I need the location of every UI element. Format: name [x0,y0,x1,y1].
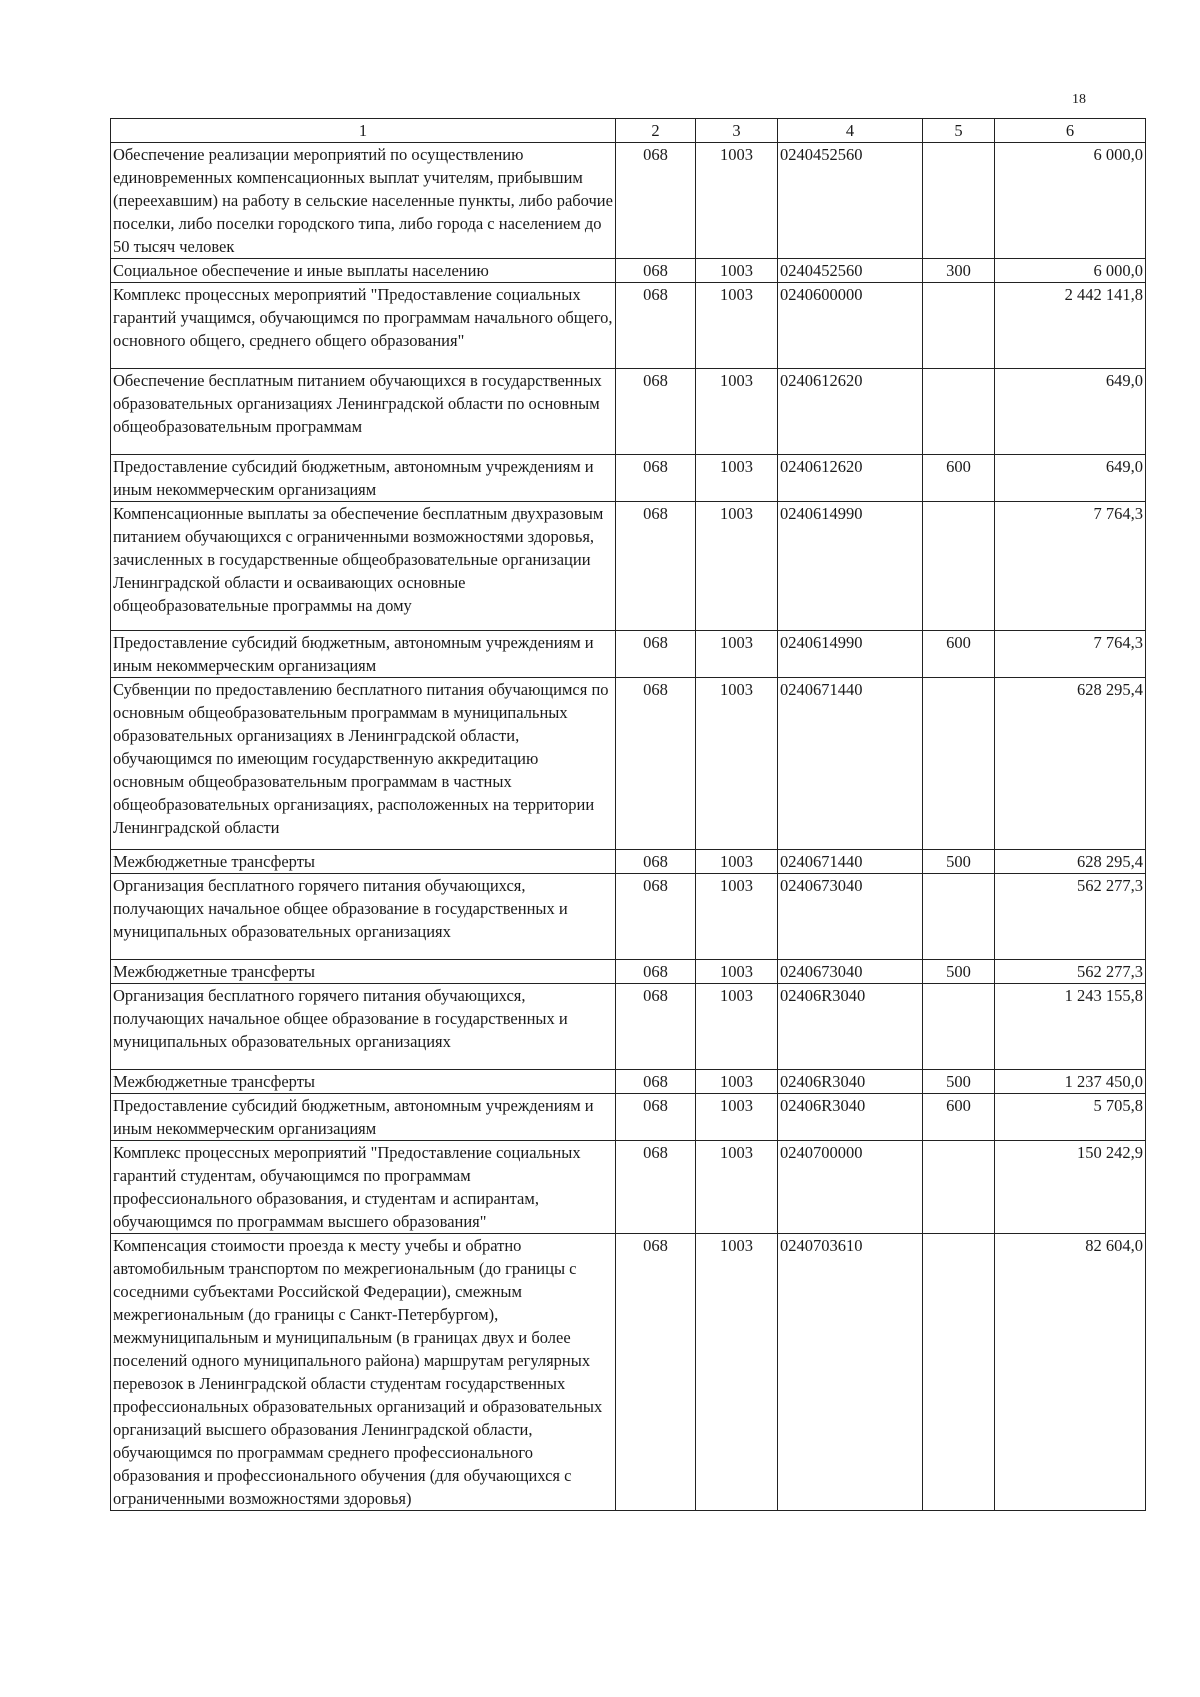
row-admin-code: 068 [616,960,696,984]
row-section-code: 1003 [696,874,778,960]
row-amount: 562 277,3 [995,874,1146,960]
row-admin-code: 068 [616,143,696,259]
table-row [111,455,1146,502]
row-admin-code: 068 [616,1094,696,1141]
row-expense-type [923,502,995,631]
row-section-code: 1003 [696,1094,778,1141]
row-name: Межбюджетные трансферты [111,1070,616,1094]
row-section-code: 1003 [696,631,778,678]
row-target-code: 02406R3040 [778,1070,923,1094]
row-section-code: 1003 [696,259,778,283]
table-row [111,283,1146,369]
row-target-code: 0240673040 [778,960,923,984]
table-body [111,143,1146,1511]
row-name: Социальное обеспечение и иные выплаты населению [111,259,616,283]
column-header-3: 3 [696,119,778,143]
header-row [111,119,1146,143]
row-name: Субвенции по предоставлению бесплатного питания обучающимся по основным общеобразовательным программам в муниципальных образовательных организациях в Ленинградской области, обучающимся по имеющим государственную аккредитацию основным общеобразовательным программам в частных общеобразовательных организациях, расположенных на территории Ленинградской области [111,678,616,850]
row-target-code: 0240671440 [778,850,923,874]
row-expense-type: 500 [923,960,995,984]
row-target-code: 0240612620 [778,455,923,502]
row-amount: 628 295,4 [995,850,1146,874]
column-header-5: 5 [923,119,995,143]
row-expense-type: 600 [923,631,995,678]
row-expense-type [923,1141,995,1234]
row-amount: 628 295,4 [995,678,1146,850]
row-section-code: 1003 [696,369,778,455]
row-section-code: 1003 [696,984,778,1070]
column-header-2: 2 [616,119,696,143]
row-admin-code: 068 [616,631,696,678]
row-admin-code: 068 [616,455,696,502]
row-admin-code: 068 [616,874,696,960]
row-section-code: 1003 [696,143,778,259]
row-target-code: 0240452560 [778,259,923,283]
row-name: Обеспечение бесплатным питанием обучающихся в государственных образовательных организациях Ленинградской области по основным общеобразовательным программам [111,369,616,455]
row-name: Межбюджетные трансферты [111,850,616,874]
row-admin-code: 068 [616,369,696,455]
row-target-code: 0240600000 [778,283,923,369]
row-admin-code: 068 [616,283,696,369]
table-row [111,874,1146,960]
row-expense-type: 300 [923,259,995,283]
row-amount: 7 764,3 [995,502,1146,631]
row-amount: 562 277,3 [995,960,1146,984]
row-admin-code: 068 [616,1141,696,1234]
row-target-code: 0240612620 [778,369,923,455]
row-section-code: 1003 [696,1070,778,1094]
row-name: Организация бесплатного горячего питания обучающихся, получающих начальное общее образование в государственных и муниципальных образовательных организациях [111,874,616,960]
row-target-code: 02406R3040 [778,984,923,1070]
table-row [111,1141,1146,1234]
table-header [111,119,1146,143]
table-row [111,984,1146,1070]
row-target-code: 0240614990 [778,631,923,678]
table-row [111,631,1146,678]
row-amount: 7 764,3 [995,631,1146,678]
row-name: Комплекс процессных мероприятий "Предоставление социальных гарантий студентам, обучающимся по программам профессионального образования, и студентам и аспирантам, обучающимся по программам высшего образования" [111,1141,616,1234]
row-expense-type [923,283,995,369]
table-row [111,259,1146,283]
row-name: Предоставление субсидий бюджетным, автономным учреждениям и иным некоммерческим организациям [111,1094,616,1141]
row-expense-type [923,143,995,259]
row-admin-code: 068 [616,502,696,631]
row-admin-code: 068 [616,1234,696,1511]
table-row [111,960,1146,984]
row-amount: 5 705,8 [995,1094,1146,1141]
table-row [111,369,1146,455]
row-amount: 649,0 [995,455,1146,502]
column-header-4: 4 [778,119,923,143]
row-amount: 82 604,0 [995,1234,1146,1511]
row-section-code: 1003 [696,850,778,874]
row-expense-type [923,874,995,960]
table-row [111,1234,1146,1511]
row-expense-type: 500 [923,850,995,874]
row-expense-type [923,369,995,455]
row-name: Предоставление субсидий бюджетным, автономным учреждениям и иным некоммерческим организациям [111,455,616,502]
row-amount: 649,0 [995,369,1146,455]
row-name: Организация бесплатного горячего питания обучающихся, получающих начальное общее образование в государственных и муниципальных образовательных организациях [111,984,616,1070]
row-name: Предоставление субсидий бюджетным, автономным учреждениям и иным некоммерческим организациям [111,631,616,678]
row-expense-type [923,984,995,1070]
column-header-6: 6 [995,119,1146,143]
row-amount: 1 243 155,8 [995,984,1146,1070]
row-admin-code: 068 [616,259,696,283]
row-target-code: 0240703610 [778,1234,923,1511]
row-target-code: 0240671440 [778,678,923,850]
row-name: Комплекс процессных мероприятий "Предоставление социальных гарантий учащимся, обучающимся по программам начального общего, основного общего, среднего общего образования" [111,283,616,369]
row-section-code: 1003 [696,960,778,984]
row-amount: 6 000,0 [995,259,1146,283]
row-target-code: 0240673040 [778,874,923,960]
table-row [111,678,1146,850]
row-target-code: 02406R3040 [778,1094,923,1141]
row-expense-type: 500 [923,1070,995,1094]
table-row [111,1094,1146,1141]
row-admin-code: 068 [616,850,696,874]
row-amount: 150 242,9 [995,1141,1146,1234]
row-expense-type: 600 [923,455,995,502]
row-amount: 6 000,0 [995,143,1146,259]
row-name: Обеспечение реализации мероприятий по осуществлению единовременных компенсационных выплат учителям, прибывшим (переехавшим) на работу в сельские населенные пункты, либо рабочие поселки, либо поселки городского типа, либо города с населением до 50 тысяч человек [111,143,616,259]
row-target-code: 0240700000 [778,1141,923,1234]
row-target-code: 0240452560 [778,143,923,259]
row-admin-code: 068 [616,984,696,1070]
row-admin-code: 068 [616,678,696,850]
row-admin-code: 068 [616,1070,696,1094]
table-row [111,143,1146,259]
row-expense-type [923,1234,995,1511]
row-amount: 1 237 450,0 [995,1070,1146,1094]
row-target-code: 0240614990 [778,502,923,631]
table-row [111,850,1146,874]
page-number: 18 [1072,92,1086,107]
budget-table [110,118,1146,1511]
table-row [111,502,1146,631]
row-amount: 2 442 141,8 [995,283,1146,369]
row-section-code: 1003 [696,678,778,850]
column-header-1: 1 [111,119,616,143]
row-name: Межбюджетные трансферты [111,960,616,984]
row-name: Компенсационные выплаты за обеспечение бесплатным двухразовым питанием обучающихся с ограниченными возможностями здоровья, зачисленных в государственные общеобразовательные организации Ленинградской области и осваивающих основные общеобразовательные программы на дому [111,502,616,631]
row-expense-type: 600 [923,1094,995,1141]
row-section-code: 1003 [696,502,778,631]
row-section-code: 1003 [696,1234,778,1511]
row-expense-type [923,678,995,850]
table-row [111,1070,1146,1094]
row-name: Компенсация стоимости проезда к месту учебы и обратно автомобильным транспортом по межрегиональным (до границы с соседними субъектами Российской Федерации), смежным межрегиональным (до границы с Санкт-Петербургом), межмуниципальным и муниципальным (в границах двух и более поселений одного муниципального района) маршрутам регулярных перевозок в Ленинградской области студентам государственных профессиональных образовательных организаций и образовательных организаций высшего образования Ленинградской области, обучающимся по программам среднего профессионального образования и профессионального обучения (для обучающихся с ограниченными возможностями здоровья) [111,1234,616,1511]
row-section-code: 1003 [696,455,778,502]
row-section-code: 1003 [696,283,778,369]
row-section-code: 1003 [696,1141,778,1234]
